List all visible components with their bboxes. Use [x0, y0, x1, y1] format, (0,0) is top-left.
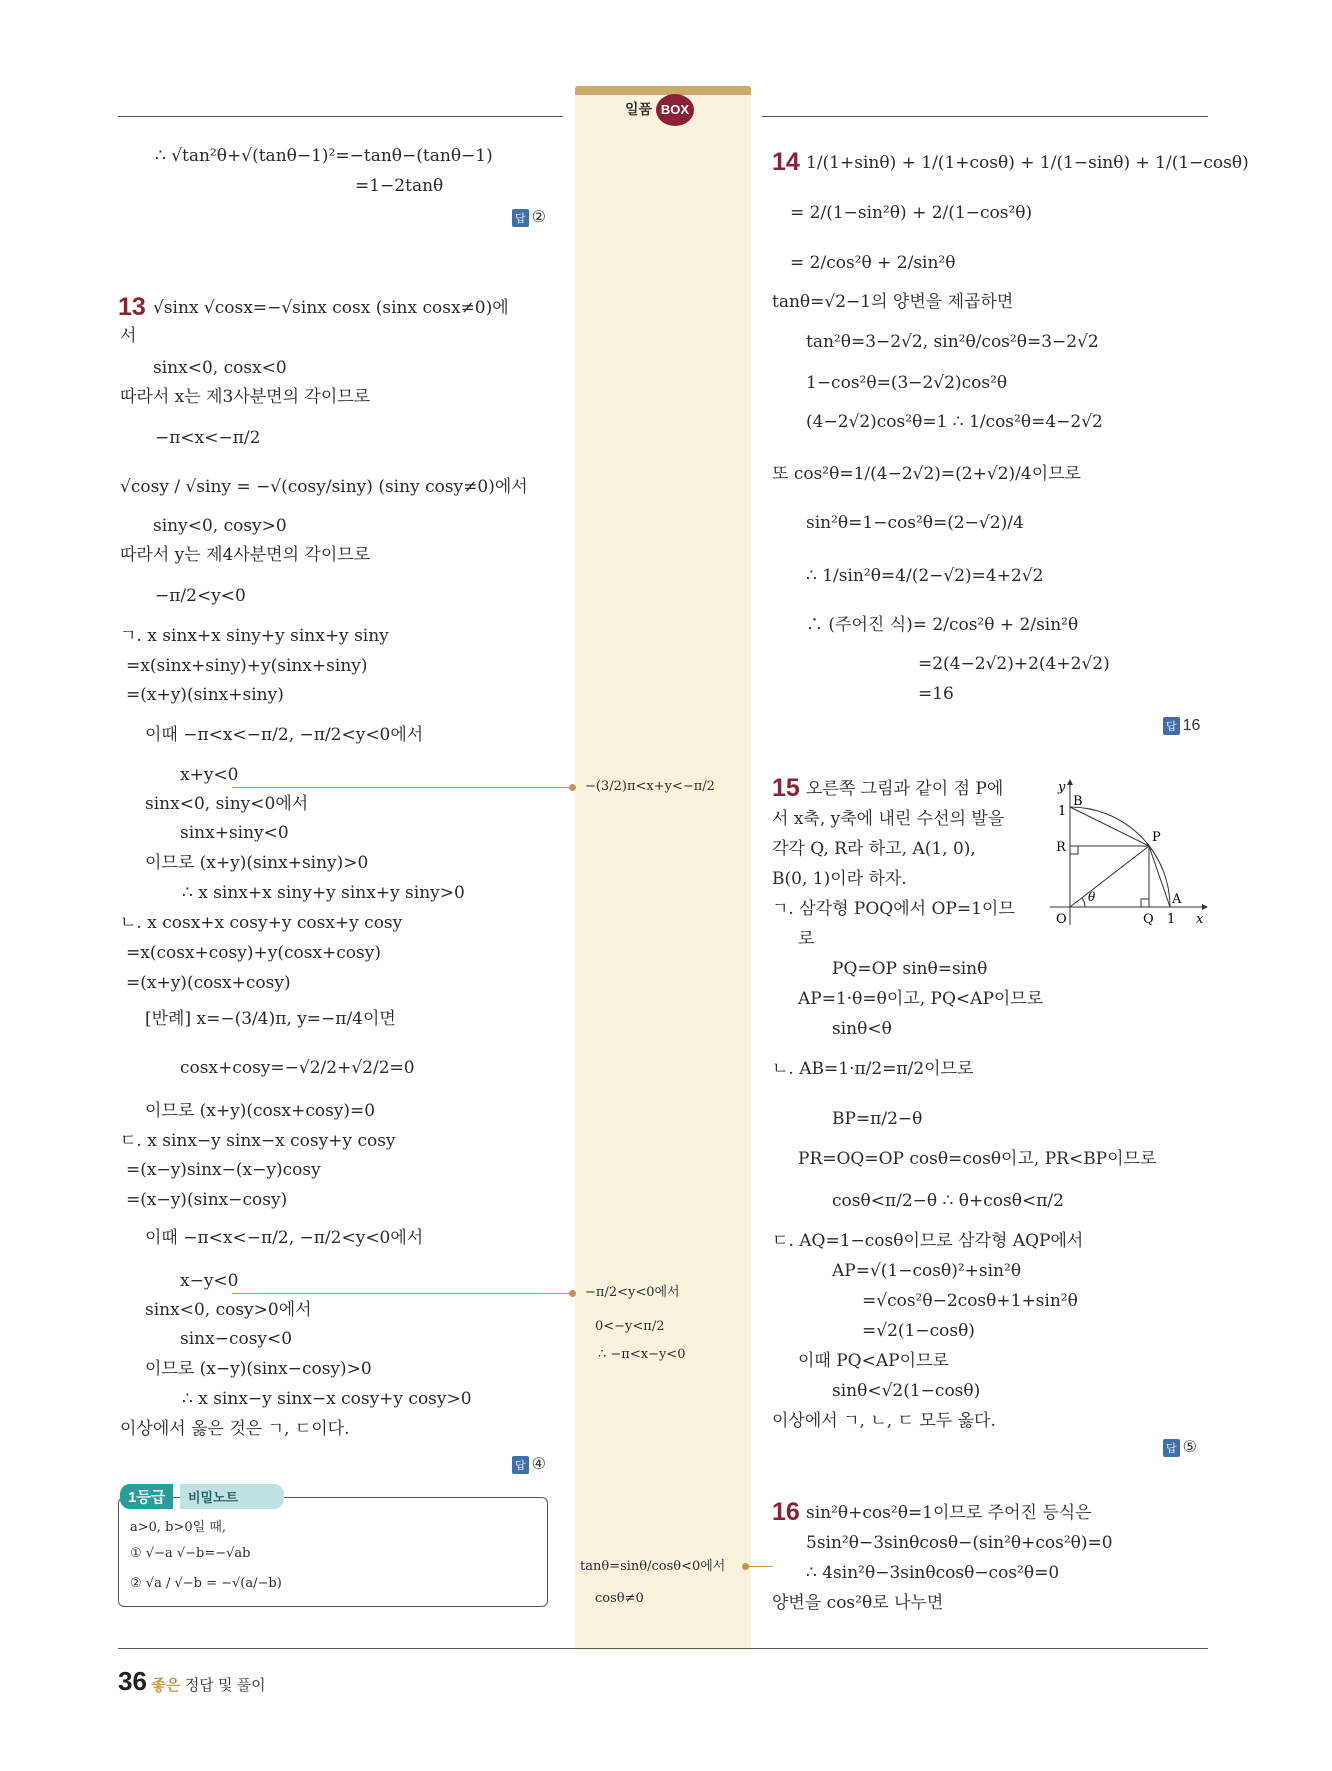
p14-line: 1−cos²θ=(3−2√2)cos²θ — [806, 373, 1008, 393]
p13-line: 이때 −π<x<−π/2, −π/2<y<0에서 — [145, 725, 424, 745]
note-line: a>0, b>0일 때, — [130, 1520, 227, 1535]
segment-OP — [1070, 846, 1149, 907]
p15-line: 서 x축, y축에 내린 수선의 발을 — [772, 809, 1005, 829]
p15-line: ㄴ. AB=1·π/2=π/2이므로 — [772, 1059, 974, 1079]
p13-line: 따라서 x는 제3사분면의 각이므로 — [120, 387, 371, 407]
p13-line: cosx+cosy=−√2/2+√2/2=0 — [180, 1058, 415, 1078]
side-note-2: 0<−y<π/2 — [595, 1319, 665, 1334]
p13-line: √sinx √cosx=−√sinx cosx (sinx cosx≠0)에 — [153, 298, 509, 318]
problem-13-number: 13 — [118, 293, 146, 321]
p15-line: AP=1·θ=θ이고, PQ<AP이므로 — [798, 989, 1044, 1009]
right-angle-R — [1070, 846, 1078, 854]
p16-line: 5sin²θ−3sinθcosθ−(sin²θ+cos²θ)=0 — [806, 1533, 1113, 1553]
p14-line: tanθ=√2−1의 양변을 제곱하면 — [772, 292, 1014, 312]
p15-line: sinθ<θ — [832, 1019, 892, 1039]
p13-line: 이때 −π<x<−π/2, −π/2<y<0에서 — [145, 1228, 424, 1248]
secret-note-title: 비밀노트 — [180, 1484, 284, 1509]
problem-14-number: 14 — [772, 148, 800, 176]
top-line-1: ∴ √tan²θ+√(tanθ−1)²=−tanθ−(tanθ−1) — [155, 146, 493, 166]
p13-line: ∴ x sinx+x siny+y sinx+y siny>0 — [182, 883, 465, 903]
footer-title: 정답 및 풀이 — [184, 1677, 266, 1694]
p13-line: sinx<0, siny<0에서 — [145, 794, 309, 814]
top-answer: 답 ② — [512, 207, 546, 227]
label-A: A — [1172, 892, 1182, 907]
note-line: ② √a / √−b = −√(a/−b) — [130, 1576, 282, 1591]
note-line: ① √−a √−b=−√ab — [130, 1546, 251, 1561]
page-number: 36 — [118, 1666, 147, 1696]
side-note-2: ∴ −π<x−y<0 — [598, 1347, 686, 1362]
p13-line: 이므로 (x+y)(cosx+cosy)=0 — [145, 1101, 376, 1121]
p16-line: ∴ 4sin²θ−3sinθcosθ−cos²θ=0 — [806, 1563, 1060, 1583]
p16-line: sin²θ+cos²θ=1이므로 주어진 등식은 — [806, 1503, 1092, 1523]
segment-PB — [1070, 807, 1149, 846]
label-y: y — [1058, 780, 1066, 795]
connector-dot-1 — [569, 784, 576, 791]
footer-prefix: 좋은 — [151, 1677, 181, 1694]
connector-dot-2 — [569, 1290, 576, 1297]
p13-line: ∴ x sinx−y sinx−x cosy+y cosy>0 — [182, 1389, 472, 1409]
quarter-circle-figure — [1040, 775, 1210, 935]
p15-line: 오른쪽 그림과 같이 점 P에 — [806, 779, 1004, 799]
label-O: O — [1056, 912, 1067, 927]
p14-line: tan²θ=3−2√2, sin²θ/cos²θ=3−2√2 — [806, 332, 1099, 352]
header-badge-box: BOX — [656, 94, 694, 126]
p15-line: AP=√(1−cosθ)²+sin²θ — [832, 1261, 1022, 1281]
p13-line: =(x+y)(sinx+siny) — [126, 685, 284, 705]
p15-line: ㄱ. 삼각형 POQ에서 OP=1이므 — [772, 899, 1015, 919]
side-note-1: −(3/2)π<x+y<−π/2 — [585, 779, 715, 794]
p14-line: =2(4−2√2)+2(4+2√2) — [918, 654, 1110, 674]
segment-PA — [1149, 846, 1170, 907]
connector-dot-3 — [742, 1563, 749, 1570]
p15-line: B(0, 1)이라 하자. — [772, 869, 907, 889]
top-line-2: =1−2tanθ — [355, 176, 444, 196]
p15-line: BP=π/2−θ — [832, 1109, 923, 1129]
p13-line: 이상에서 옳은 것은 ㄱ, ㄷ이다. — [120, 1419, 350, 1439]
p15-line: 각각 Q, R라 하고, A(1, 0), — [772, 839, 976, 859]
p13-line: 이므로 (x−y)(sinx−cosy)>0 — [145, 1359, 372, 1379]
connector-3 — [745, 1566, 773, 1567]
p13-answer: 답 ④ — [512, 1454, 546, 1474]
p15-answer: 답 ⑤ — [1163, 1437, 1197, 1457]
problem-16-number: 16 — [772, 1498, 800, 1526]
p15-line: sinθ<√2(1−cosθ) — [832, 1381, 981, 1401]
p15-line: 이때 PQ<AP이므로 — [798, 1351, 949, 1371]
x-axis-arrow — [1202, 904, 1208, 910]
right-angle-Q — [1141, 899, 1149, 907]
p14-line: ∴ 1/sin²θ=4/(2−√2)=4+2√2 — [806, 566, 1044, 586]
footer-line — [118, 1648, 1208, 1649]
p13-line: sinx<0, cosx<0 — [153, 358, 287, 378]
p13-line: =x(cosx+cosy)+y(cosx+cosy) — [126, 943, 381, 963]
label-B: B — [1073, 794, 1083, 809]
p14-answer: 답 16 — [1163, 717, 1200, 735]
p15-line: =√cos²θ−2cosθ+1+sin²θ — [862, 1291, 1078, 1311]
p16-line: 양변을 cos²θ로 나누면 — [772, 1593, 944, 1613]
label-1x: 1 — [1167, 912, 1176, 927]
p13-line: ㄷ. x sinx−y sinx−x cosy+y cosy — [120, 1131, 396, 1151]
quarter-arc — [1070, 807, 1170, 907]
p15-line: PQ=OP sinθ=sinθ — [832, 959, 988, 979]
p13-line: =(x−y)sinx−(x−y)cosy — [126, 1160, 321, 1180]
p15-line: =√2(1−cosθ) — [862, 1321, 975, 1341]
p13-line: 이므로 (x+y)(sinx+siny)>0 — [145, 853, 369, 873]
p13-line: 서 — [120, 326, 137, 346]
side-note-3: cosθ≠0 — [595, 1591, 644, 1606]
header-line-left — [118, 116, 563, 117]
p14-line: = 2/cos²θ + 2/sin²θ — [790, 253, 956, 273]
side-note-3: tanθ=sinθ/cosθ<0에서 — [580, 1559, 726, 1574]
p13-line: 따라서 y는 제4사분면의 각이므로 — [120, 545, 371, 565]
p13-line: siny<0, cosy>0 — [153, 516, 287, 536]
p13-line: √cosy / √siny = −√(cosy/siny) (siny cosy≠0)에서 — [120, 477, 528, 497]
connector-2 — [232, 1293, 572, 1294]
footer — [118, 1666, 266, 1697]
p14-line: =16 — [918, 684, 954, 704]
y-axis-arrow — [1067, 779, 1073, 785]
p13-line: [반례] x=−(3/4)π, y=−π/4이면 — [145, 1009, 396, 1029]
label-1y: 1 — [1058, 804, 1067, 819]
header-badge — [625, 94, 694, 126]
side-column — [575, 95, 751, 1650]
p14-line: 또 cos²θ=1/(4−2√2)=(2+√2)/4이므로 — [772, 464, 1081, 484]
label-P: P — [1152, 830, 1161, 845]
header-line-right — [762, 116, 1208, 117]
label-x: x — [1196, 912, 1204, 927]
label-Q: Q — [1143, 912, 1154, 927]
problem-15-number: 15 — [772, 774, 800, 802]
theta-arc — [1082, 898, 1085, 907]
p14-line: sin²θ=1−cos²θ=(2−√2)/4 — [806, 513, 1024, 533]
p13-line: sinx<0, cosy>0에서 — [145, 1300, 312, 1320]
p13-line: =(x−y)(sinx−cosy) — [126, 1190, 288, 1210]
p14-line: (4−2√2)cos²θ=1 ∴ 1/cos²θ=4−2√2 — [806, 412, 1103, 432]
p13-line: =(x+y)(cosx+cosy) — [126, 973, 291, 993]
p13-line: sinx+siny<0 — [180, 823, 289, 843]
label-theta: θ — [1088, 890, 1096, 904]
p15-line: PR=OQ=OP cosθ=cosθ이고, PR<BP이므로 — [798, 1149, 1157, 1169]
p13-line: sinx−cosy<0 — [180, 1329, 293, 1349]
p13-line: x+y<0 — [180, 765, 239, 785]
p13-line: ㄴ. x cosx+x cosy+y cosx+y cosy — [120, 913, 403, 933]
p13-line: −π<x<−π/2 — [155, 428, 261, 448]
p13-line: =x(sinx+siny)+y(sinx+siny) — [126, 656, 368, 676]
p13-line: x−y<0 — [180, 1271, 239, 1291]
connector-1 — [232, 787, 572, 788]
p14-line: = 2/(1−sin²θ) + 2/(1−cos²θ) — [790, 203, 1033, 223]
p15-line: 이상에서 ㄱ, ㄴ, ㄷ 모두 옳다. — [772, 1411, 996, 1431]
p14-line: ∴ (주어진 식)= 2/cos²θ + 2/sin²θ — [806, 615, 1079, 635]
p15-line: 로 — [798, 929, 815, 949]
p15-line: cosθ<π/2−θ ∴ θ+cosθ<π/2 — [832, 1191, 1064, 1211]
header-badge-text: 일품 — [625, 101, 653, 117]
label-R: R — [1056, 840, 1066, 855]
secret-note-badge: 1등급 — [120, 1484, 173, 1509]
p13-line: ㄱ. x sinx+x siny+y sinx+y siny — [120, 626, 389, 646]
p15-line: ㄷ. AQ=1−cosθ이므로 삼각형 AQP에서 — [772, 1231, 1084, 1251]
p13-line: −π/2<y<0 — [155, 586, 246, 606]
side-note-2: −π/2<y<0에서 — [585, 1285, 680, 1300]
p14-line: 1/(1+sinθ) + 1/(1+cosθ) + 1/(1−sinθ) + 1/(1−cosθ) — [806, 153, 1249, 173]
